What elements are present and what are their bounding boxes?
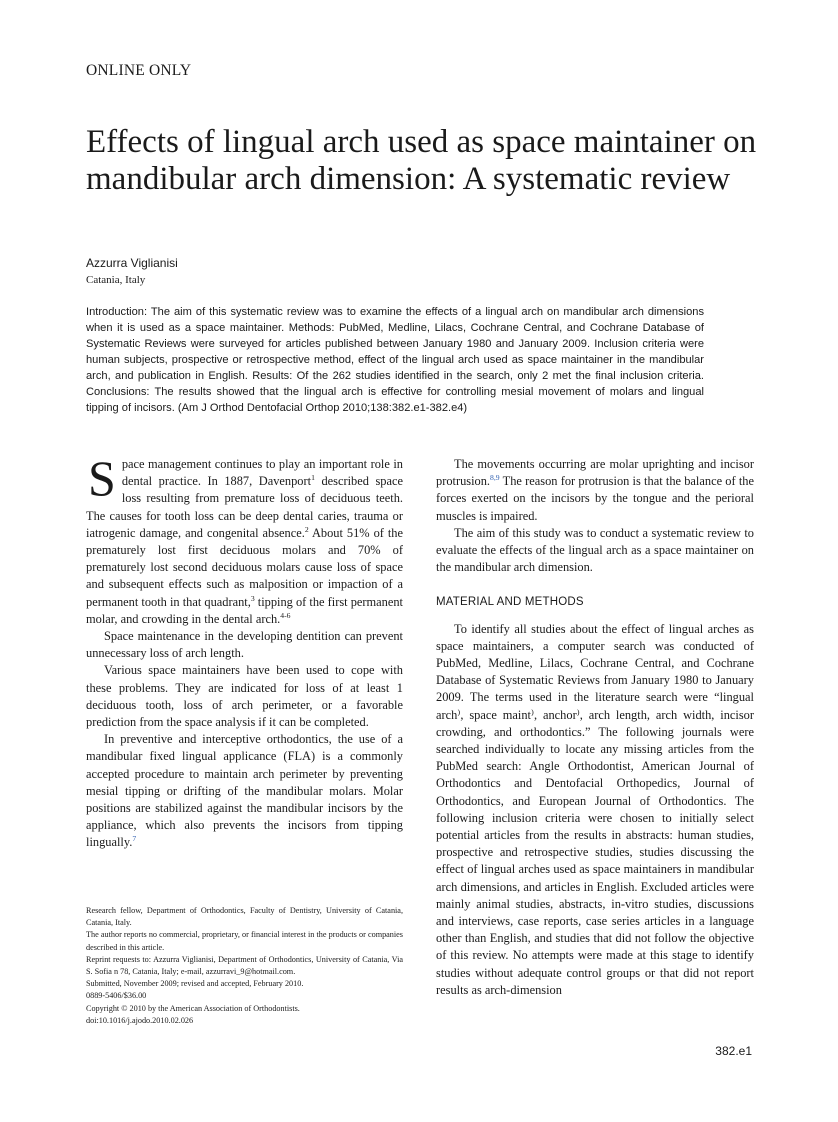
abstract: Introduction: The aim of this systematic review was to examine the effects of a lingual arch on mandibular arch dimensions when it is used as a space maintainer. Methods: PubMed, Medline, Lilacs, Cochrane Central, and Cochrane Database of Systematic Reviews were surveyed for articles published between January 1980 and January 2009. Inclusion criteria were human subjects, prospective or retrospective method, effect of the lingual arch used as space maintainer in the mandibular arch, and publication in English. Results: Of the 262 studies identified in the search, only 2 met the final inclusion criteria. Conclusions: The results showed that the lingual arch is effective for controlling mesial movement of molars and lingual tipping of incisors. (Am J Orthod Dentofacial Orthop 2010;138:382.e1-382.e4)	[86, 306, 704, 414]
footnotes	[86, 905, 403, 1027]
intro-paragraph-4: In preventive and interceptive orthodontics, the use of a mandibular fixed lingual applicance (FLA) is a commonly accepted procedure to maintain arch perimeter by preventing mesial tipping or drifting of the mandibular molars. Molar positions are stabilized against the mandibular incisors by the appliance, which also prevents the incisors from tipping lingually.$^7$	[86, 732, 403, 850]
author-name: Azzurra Viglianisi	[86, 256, 178, 270]
online-only-label: ONLINE ONLY	[86, 62, 192, 79]
intro-paragraph-6: The aim of this study was to conduct a systematic review to evaluate the effects of the lingual arch as a space maintainer on the mandibular arch dimension.	[436, 525, 754, 575]
footnote-issn: 0889-5406/$36.00	[86, 991, 147, 1001]
citation-ref[interactable]: 3	[250, 593, 255, 603]
intro-paragraph-1: Space management continues to play an important role in dental practice. In 1887, Davenport$^1$ described space loss resulting from premature loss of deciduous teeth. The causes for tooth loss can be deep dental caries, trauma or iatrogenic damage, and congenital absence.$^2$ About 51% of the prematurely lost first deciduous molars and 70% of prematurely lost second deciduous molars cause loss of space and subsequent effects such as malposition or impaction of a permanent tooth in that quadrant,$^3$ tipping of the first permanent molar, and crowding in the dental arch.$^{4-6}$	[86, 450, 404, 626]
left-column	[86, 450, 404, 852]
citation-ref[interactable]: 8,9	[490, 473, 500, 483]
page-number: 382.e1	[715, 1044, 752, 1058]
intro-paragraph-2: Space maintenance in the developing dentition can prevent unnecessary loss of arch length.	[86, 629, 403, 661]
citation-ref[interactable]: 4-6	[280, 610, 291, 620]
footnote-affiliation: Research fellow, Department of Orthodontics, Faculty of Dentistry, University of Catania, Catania, Italy.	[86, 906, 403, 928]
author-affiliation: Catania, Italy	[86, 274, 146, 286]
citation-ref[interactable]: 7	[132, 834, 137, 844]
citation-ref[interactable]: 1	[311, 473, 315, 483]
right-column	[436, 456, 754, 999]
section-heading-methods: MATERIAL AND METHODS	[436, 596, 584, 609]
footnote-disclosure: The author reports no commercial, proprietary, or financial interest in the products or companies described in this article.	[86, 930, 403, 952]
footnote-submitted: Submitted, November 2009; revised and accepted, February 2010.	[86, 979, 304, 989]
intro-paragraph-5: The movements occurring are molar uprighting and incisor protrusion.$^{8,9}$ The reason for protrusion is that the balance of the forces exerted on the incisors by the tongue and the perioral muscles is impaired.	[436, 457, 754, 523]
citation-ref[interactable]: 2	[304, 524, 309, 534]
footnote-copyright: Copyright © 2010 by the American Association of Orthodontists.	[86, 1003, 300, 1013]
footnote-doi[interactable]: doi:10.1016/j.ajodo.2010.02.026	[86, 1015, 194, 1025]
article-title: Effects of lingual arch used as space maintainer on mandibular arch dimension: A systematic review	[86, 124, 757, 197]
footnote-reprint: Reprint requests to: Azzurra Viglianisi, Department of Orthodontics, University of Catania, Via S. Sofia n 78, Catania, Italy; e-mail, azzurravi_9@hotmail.com.	[86, 954, 403, 977]
drop-cap: S	[88, 450, 116, 506]
methods-paragraph-1: To identify all studies about the effect of lingual arches as space maintainers, a computer search was conducted of PubMed, Medline, Lilacs, Cochrane Central, and Cochrane Database of Systematic Reviews from January 1980 to January 2009. The terms used in the literature search were “lingual arch⁾, space maint⁾, anchor⁾, arch length, arch width, incisor crowding, and orthodontics.” The following journals were searched individually to locate any missing articles from the PubMed search: Angle Orthodontist, American Journal of Orthodontics and Dentofacial Orthopedics, Journal of Orthodontics, and European Journal of Orthodontics. The following inclusion criteria were chosen to initially select potential articles from the results in abstracts: human studies, prospective and retrospective studies, studies discussing the effect of lingual arches used as space maintainers in mandibular arch dimensions, and articles in English. Excluded articles were mainly animal studies, abstracts, in-vitro studies, discussions and interviews, case reports, case series articles in a language other than English, and studies that did not follow the objective of this review. No attempts were made at this stage to identify studies without adequate control groups or that did not report results as arch-dimension	[436, 621, 754, 997]
intro-paragraph-3: Various space maintainers have been used to cope with these problems. They are indicated for loss of at least 1 deciduous tooth, loss of arch perimeter, or a favorable prediction from the space analysis if it can be completed.	[86, 663, 403, 730]
email-link[interactable]: azzurravi_9@hotmail.com	[205, 967, 294, 977]
